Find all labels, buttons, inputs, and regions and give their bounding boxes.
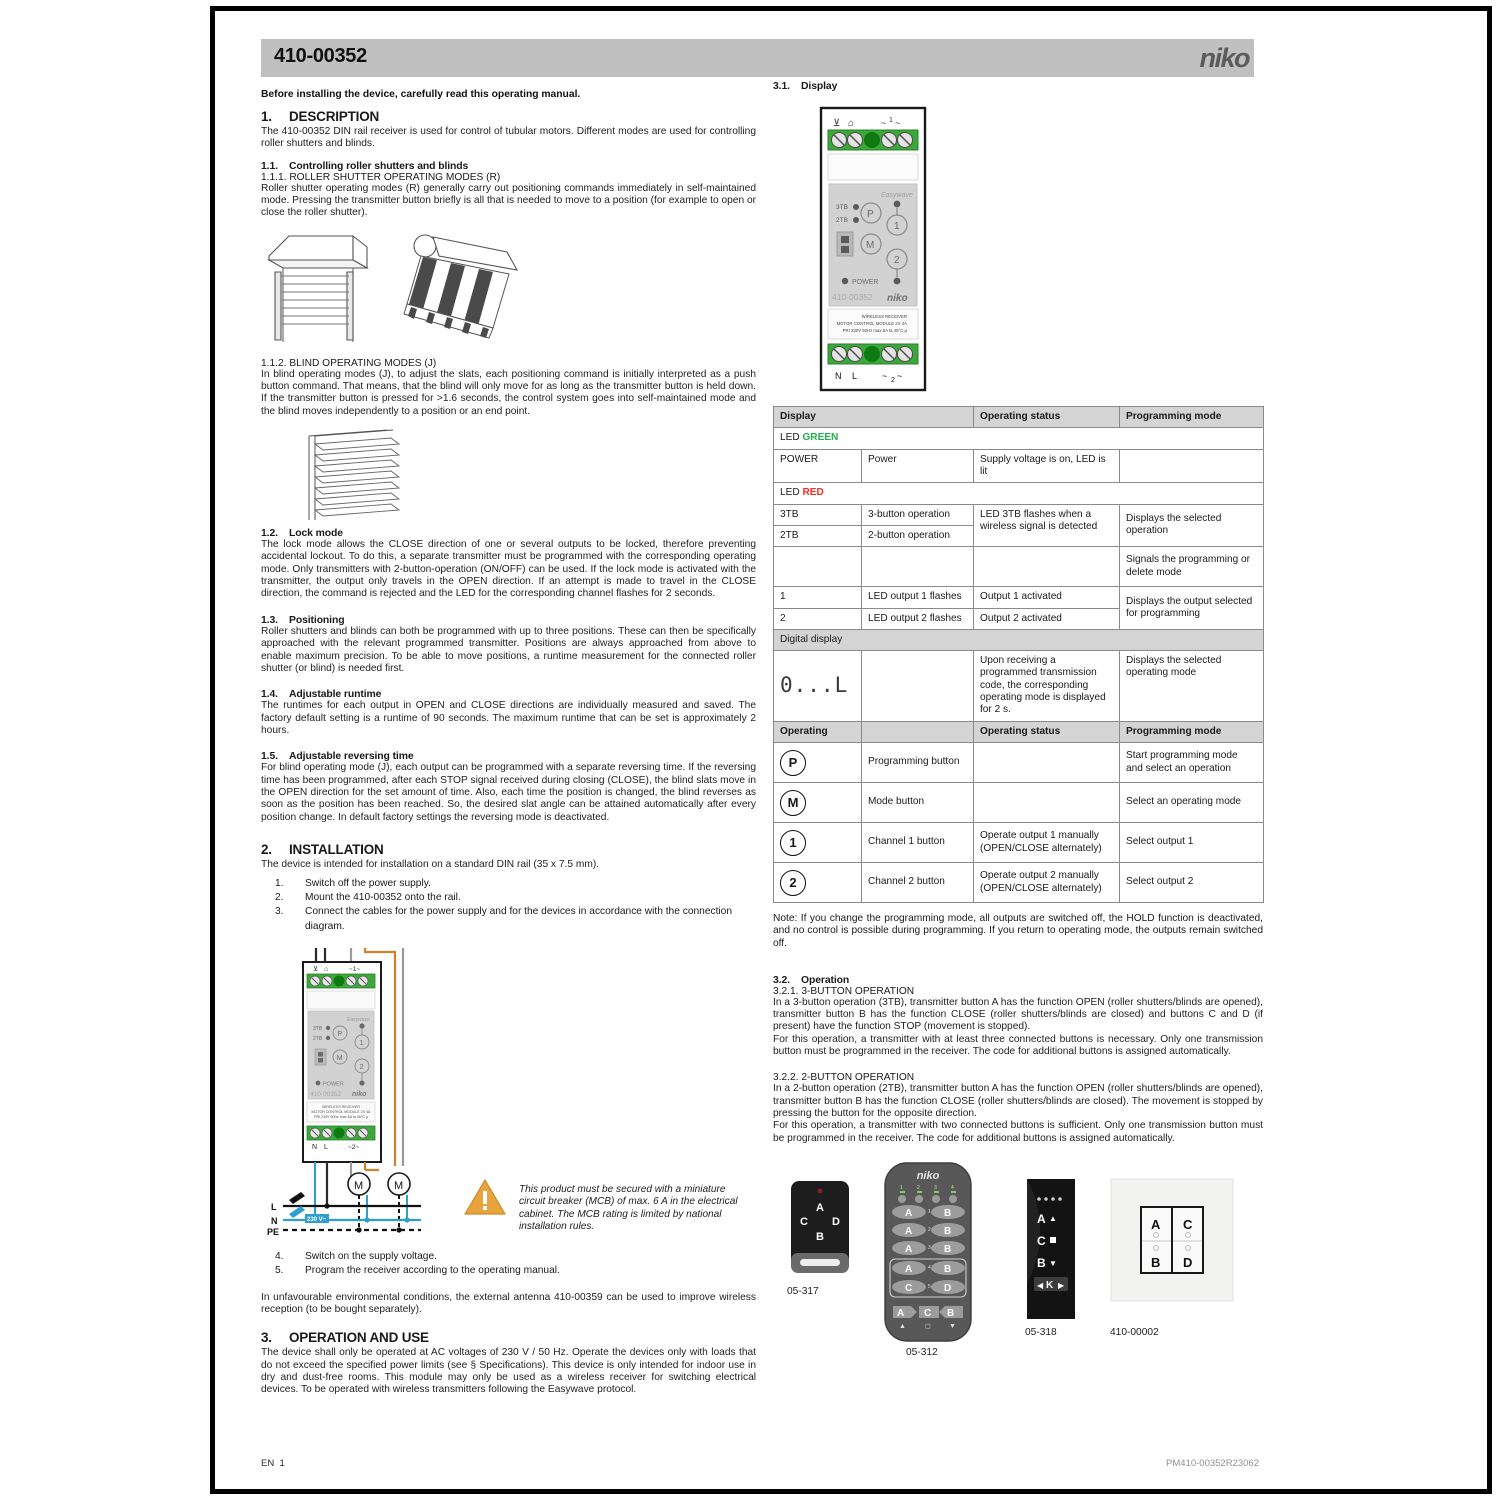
section-1-5-title: Adjustable reversing time <box>289 751 414 763</box>
svg-text:C: C <box>924 1307 932 1319</box>
svg-text:~: ~ <box>882 371 888 381</box>
transmitter-05-318 <box>1027 1179 1075 1319</box>
right-column <box>773 81 1263 1366</box>
step-number: 1. <box>275 878 284 890</box>
cell-display: 2 <box>774 608 862 629</box>
svg-text:5: 5 <box>928 1283 931 1290</box>
footer-page-info <box>261 1458 285 1469</box>
svg-text:N: N <box>312 1143 318 1151</box>
svg-text:POWER: POWER <box>852 279 879 286</box>
svg-text:2: 2 <box>891 377 895 384</box>
section-3-1-heading <box>773 81 1263 92</box>
cell-description: Channel 1 button <box>862 823 974 863</box>
installation-steps <box>261 877 756 933</box>
svg-text:1: 1 <box>900 1184 903 1191</box>
cell-programming-mode: Displays the selected operating mode <box>1120 651 1264 722</box>
svg-text:⌂: ⌂ <box>848 118 855 129</box>
section-3-2-2-title: 3.2.2. 2-BUTTON OPERATION <box>773 1072 915 1084</box>
col-header-blank <box>862 721 974 742</box>
page-frame <box>210 6 1492 1494</box>
svg-text:~1~: ~1~ <box>349 965 361 973</box>
svg-text:▼: ▼ <box>1049 1258 1057 1268</box>
table-row-led-green <box>774 428 1264 449</box>
section-1-2-heading <box>261 528 756 539</box>
device-illustration <box>815 104 945 394</box>
cell-description: LED output 2 flashes <box>862 608 974 629</box>
read-manual-warning: Before installing the device, carefully read this operating manual. <box>261 89 581 100</box>
antenna-note: In unfavourable environmental conditions, the external antenna 410-00359 can be used to improve wireless reception (to be bought separately). <box>261 1291 756 1316</box>
table-row-digital-display <box>774 629 1264 650</box>
cell-operating-status <box>974 783 1120 823</box>
section-1-body: The 410-00352 DIN rail receiver is used for control of tubular motors. Different modes are used for controlling roller shutters and blinds. <box>261 126 756 150</box>
svg-text:P: P <box>337 1030 343 1038</box>
section-3-2-1-body-2: For this operation, a transmitter with at least three connected buttons is necessary. Only one transmission button must be programmed in the receiver. The code for additional buttons is assigned automatically. <box>773 1033 1263 1057</box>
segment-glyph: 0...L <box>780 673 849 698</box>
cell-description: Mode button <box>862 783 974 823</box>
step-text: Mount the 410-00352 onto the rail. <box>305 892 461 904</box>
cell-operating-status: Output 2 activated <box>974 608 1120 629</box>
display-status-table <box>773 406 1264 903</box>
col-header-operating-status-2: Operating status <box>974 721 1120 742</box>
section-1-5-body: For blind operating mode (J), each output can be programmed with a separate reversing time. If the reversing time has been programmed, after each STOP signal received during closing (CLOSE), the blind slats move in the OPEN direction for the set amount of time. Also, each time the position is changed, the blind reverses as soon as the position has been reached. So, the desired slat angle can be attained automatically after every position change. In default factory settings the reversing mode is deactivated. <box>261 762 756 823</box>
step-number: 4. <box>275 1250 284 1262</box>
cell-programming-mode: Select output 2 <box>1120 863 1264 903</box>
cell-programming-mode: Displays the output selected for programming <box>1120 587 1264 630</box>
cell-description <box>862 651 974 722</box>
cell-operating-status <box>974 547 1120 587</box>
col-header-operating: Operating <box>774 721 862 742</box>
svg-text:⊻: ⊻ <box>833 118 841 129</box>
table-row <box>774 547 1264 587</box>
cell-operating-status <box>974 743 1120 783</box>
svg-text:D: D <box>832 1215 840 1228</box>
led-prefix: LED <box>780 487 803 499</box>
cell-display: 2TB <box>774 525 862 546</box>
svg-text:M: M <box>354 1179 364 1192</box>
svg-text:3: 3 <box>928 1244 931 1251</box>
svg-text:A: A <box>905 1207 913 1219</box>
channel-1-button-icon <box>774 823 862 863</box>
step-number: 5. <box>275 1264 284 1276</box>
programming-button-icon <box>774 743 862 783</box>
footer-page-number: 1 <box>279 1458 285 1469</box>
led-green-band <box>774 428 1264 449</box>
svg-text:N: N <box>835 371 842 381</box>
cell-description <box>862 547 974 587</box>
section-1-5-heading <box>261 751 756 762</box>
transmitter-caption-410-00002: 410-00002 <box>1110 1326 1159 1338</box>
section-1-4-number: 1.4. <box>261 689 278 701</box>
cell-display: 3TB <box>774 504 862 525</box>
section-1-2-body: The lock mode allows the CLOSE direction of one or several outputs to be locked, therefore preventing accidental lockout. To do this, a separate transmitter must be programmed with the corresponding operating mode. Only transmitters with 2-button-operation (ON/OFF) can be used. If the lock mode is activated with the transmitter, the output only travels in the OPEN direction. If an attempt is made to travel in the CLOSE direction, the command is rejected and the LED for the corresponding channel flashes for 2 seconds. <box>261 539 756 600</box>
button-glyph: P <box>780 750 806 776</box>
svg-text:Easywave: Easywave <box>347 1016 370 1023</box>
section-1-1-title: Controlling roller shutters and blinds <box>289 160 469 172</box>
cell-operating-status: Output 1 activated <box>974 587 1120 608</box>
section-3-title: OPERATION AND USE <box>289 1330 429 1346</box>
svg-text:L: L <box>271 1201 277 1212</box>
svg-text:D: D <box>1183 1254 1193 1270</box>
svg-text:PRI 230V 50Hz max 6A ta 45°C: PRI 230V 50Hz max 6A ta 45°C µ <box>314 1114 368 1119</box>
svg-text:POWER: POWER <box>323 1081 344 1088</box>
svg-text:WIRELESS RECEIVER: WIRELESS RECEIVER <box>861 314 907 319</box>
svg-text:B: B <box>944 1225 952 1237</box>
transmitter-410-00002 <box>1111 1179 1233 1301</box>
svg-text:1: 1 <box>889 117 893 124</box>
svg-text:A: A <box>897 1307 905 1319</box>
list-item <box>261 1264 756 1278</box>
blind-figure <box>261 428 756 528</box>
section-2-body: The device is intended for installation on a standard DIN rail (35 x 7.5 mm). <box>261 858 600 870</box>
section-1-3-number: 1.3. <box>261 614 278 626</box>
svg-text:N: N <box>271 1215 278 1226</box>
svg-text:B: B <box>947 1307 955 1319</box>
svg-text:L: L <box>852 371 858 381</box>
section-3-1-title: Display <box>801 81 838 92</box>
section-3-1-number: 3.1. <box>773 81 790 92</box>
svg-text:4: 4 <box>928 1264 931 1271</box>
cell-operating-status: Supply voltage is on, LED is lit <box>974 449 1120 483</box>
section-3-2-heading <box>773 975 1263 986</box>
svg-text:2: 2 <box>359 1063 364 1071</box>
transmitter-05-317 <box>791 1181 849 1273</box>
niko-logo: niko <box>1199 43 1249 73</box>
svg-text:3: 3 <box>934 1184 937 1191</box>
cell-programming-mode: Signals the programming or delete mode <box>1120 547 1264 587</box>
transmitter-figures <box>773 1161 1263 1366</box>
page-content <box>261 39 1261 1469</box>
svg-text:▼: ▼ <box>949 1322 956 1330</box>
svg-text:410-00352: 410-00352 <box>310 1090 342 1098</box>
footer-doc-ref: PM410-00352R23062 <box>1166 1458 1259 1469</box>
table-row <box>774 651 1264 722</box>
section-2-heading <box>261 842 756 857</box>
col-header-programming-mode-2: Programming mode <box>1120 721 1264 742</box>
table-row <box>774 449 1264 483</box>
cell-programming-mode: Select an operating mode <box>1120 783 1264 823</box>
table-row <box>774 587 1264 608</box>
svg-text:2: 2 <box>917 1184 920 1191</box>
footer-language: EN <box>261 1458 275 1469</box>
channel-2-button-icon <box>774 863 862 903</box>
mode-button-icon <box>774 783 862 823</box>
section-1-2-title: Lock mode <box>289 528 343 540</box>
svg-text:C: C <box>800 1215 808 1228</box>
cell-operating-status: Operate output 2 manually (OPEN/CLOSE alternately) <box>974 863 1120 903</box>
table-row-led-red <box>774 483 1264 504</box>
svg-text:⊻: ⊻ <box>313 965 319 973</box>
roller-shutter-figures <box>261 230 756 348</box>
svg-text:A: A <box>816 1201 824 1214</box>
step-text: Connect the cables for the power supply and for the devices in accordance with the connection diagram. <box>305 906 732 932</box>
svg-text:C: C <box>905 1282 913 1294</box>
led-prefix: LED <box>780 432 803 444</box>
section-3-2-2-body: In a 2-button operation (2TB), transmitter button A has the function OPEN (roller shutters/blinds are opened), transmitter button B has the function CLOSE (roller shutters/blinds are closed). The movement is stopped by pressing the button for the opposite direction. <box>773 1083 1263 1119</box>
section-2-number: 2. <box>261 841 272 857</box>
svg-text:~: ~ <box>881 118 887 128</box>
section-3-number: 3. <box>261 1330 272 1346</box>
step-number: 2. <box>275 892 284 904</box>
mcb-warning-text: This product must be secured with a miniature circuit breaker (MCB) of max. 6 A in the electrical cabinet. The MCB rating is limited by national installation rules. <box>519 1183 738 1233</box>
din-module-svg <box>815 104 945 394</box>
svg-text:MOTOR CONTROL MODULE 2X 4A: MOTOR CONTROL MODULE 2X 4A <box>836 321 907 326</box>
roller-shutter-illustration <box>261 230 561 348</box>
svg-text:▶: ▶ <box>1058 1280 1065 1290</box>
section-1-1-2-body: In blind operating modes (J), to adjust the slats, each positioning command is initially interpreted as a push button command. That means, that the blind will only move for as long as the transmitter button is held down. If the transmitter button is pressed for >1.6 seconds, the control system goes into self-maintained mode and the blind moves independently to a position or an end point. <box>261 368 756 417</box>
svg-text:M: M <box>394 1179 404 1192</box>
svg-text:1: 1 <box>894 221 900 232</box>
section-1-1-1-title: 1.1.1. ROLLER SHUTTER OPERATING MODES (R) <box>261 171 501 183</box>
svg-text:B: B <box>1037 1255 1046 1270</box>
transmitter-caption-05-317: 05-317 <box>787 1285 819 1297</box>
svg-text:◀: ◀ <box>1037 1280 1044 1290</box>
cell-display <box>774 547 862 587</box>
svg-text:B: B <box>944 1243 952 1255</box>
section-1-1-number: 1.1. <box>261 160 278 172</box>
section-1-4-body: The runtimes for each output in OPEN and CLOSE directions are individually measured and saved. The factory default setting is a runtime of 90 seconds. The maximum runtime that can be set is approximately 2 hours. <box>261 700 756 736</box>
installation-steps-2 <box>261 1250 756 1278</box>
transmitters-svg <box>773 1161 1263 1361</box>
section-1-heading <box>261 109 756 124</box>
table-row <box>774 823 1264 863</box>
svg-text:P: P <box>867 209 874 220</box>
svg-text:2TB: 2TB <box>836 217 848 224</box>
cell-programming-mode: Start programming mode and select an operation <box>1120 743 1264 783</box>
svg-text:C: C <box>1037 1233 1046 1248</box>
svg-text:3TB: 3TB <box>313 1025 323 1032</box>
section-1-3-title: Positioning <box>289 614 345 626</box>
svg-text:▲: ▲ <box>1049 1213 1057 1223</box>
svg-text:2: 2 <box>928 1226 931 1233</box>
left-column <box>261 109 756 1397</box>
svg-text:M: M <box>336 1054 343 1062</box>
table-row <box>774 743 1264 783</box>
cell-programming-mode: Select output 1 <box>1120 823 1264 863</box>
svg-text:⌂: ⌂ <box>324 965 329 973</box>
svg-text:~: ~ <box>897 371 903 381</box>
led-green-label: GREEN <box>802 432 839 444</box>
section-2-title: INSTALLATION <box>289 841 384 857</box>
cell-programming-mode <box>1120 449 1264 483</box>
svg-text:niko: niko <box>916 1169 940 1182</box>
col-header-programming-mode: Programming mode <box>1120 407 1264 428</box>
section-3-heading <box>261 1330 756 1345</box>
section-1-1-heading <box>261 161 756 172</box>
svg-text:▲: ▲ <box>899 1322 906 1330</box>
svg-text:PE: PE <box>267 1226 280 1237</box>
table-row <box>774 783 1264 823</box>
section-3-body: The device shall only be operated at AC voltages of 230 V / 50 Hz. Operate the devices only with loads that do not exceed the specified power limits (see § Specifications). This device is only intended for indoor use in dry and dust-free rooms. This module may only be used as a wireless receiver for switching electrical devices. To be operated with wireless transmitters following the Easywave protocol. <box>261 1347 756 1396</box>
list-item <box>261 891 756 905</box>
cell-description: Programming button <box>862 743 974 783</box>
cell-display: 1 <box>774 587 862 608</box>
section-1-4-heading <box>261 689 756 700</box>
section-1-1-1-body: Roller shutter operating modes (R) generally carry out positioning commands immediately in self-maintained mode. Pressing the transmitter button briefly is all that is needed to move to a position (for example to open or close the roller shutter). <box>261 182 756 219</box>
button-glyph: 1 <box>780 830 806 856</box>
section-3-2-1-title: 3.2.1. 3-BUTTON OPERATION <box>773 985 915 997</box>
cell-operating-status: Upon receiving a programmed transmission code, the corresponding operating mode is displayed for 2 s. <box>974 651 1120 722</box>
section-3-2-1-body: In a 3-button operation (3TB), transmitter button A has the function OPEN (roller shutters/blinds are opened), transmitter button B has the function CLOSE (roller shutters/blinds are closed) and buttons C and D (if present) have the function STOP (movement is stopped). <box>773 996 1263 1033</box>
svg-text:M: M <box>866 240 875 251</box>
svg-text:230 V~: 230 V~ <box>307 1216 327 1223</box>
svg-text:B: B <box>944 1207 952 1219</box>
button-glyph: M <box>780 790 806 816</box>
cell-description: LED output 1 flashes <box>862 587 974 608</box>
step-number: 3. <box>275 906 284 918</box>
table-row <box>774 863 1264 903</box>
svg-text:L: L <box>324 1143 328 1151</box>
list-item <box>261 877 756 891</box>
connection-diagram <box>261 948 756 1248</box>
table-header-row <box>774 407 1264 428</box>
svg-text:K: K <box>1046 1279 1054 1291</box>
programming-note: Note: If you change the programming mode, all outputs are switched off, the HOLD function is deactivated, and no control is possible during programming. If you return to operating mode, the outputs remain switched off. <box>773 913 1263 949</box>
svg-text:niko: niko <box>887 293 908 304</box>
header-bar <box>261 39 1254 77</box>
list-item <box>261 1250 756 1264</box>
svg-text:A: A <box>905 1243 913 1255</box>
svg-text:2: 2 <box>894 255 900 266</box>
section-1-1-2-title: 1.1.2. BLIND OPERATING MODES (J) <box>261 357 437 369</box>
awning-illustration <box>404 235 517 338</box>
digital-display-header: Digital display <box>774 629 1264 650</box>
cell-programming-mode: Displays the selected operation <box>1120 504 1264 547</box>
section-1-5-number: 1.5. <box>261 751 278 763</box>
svg-text:◻: ◻ <box>925 1322 931 1330</box>
col-header-display: Display <box>774 407 974 428</box>
svg-text:Easywave: Easywave <box>881 192 913 199</box>
transmitter-05-312 <box>885 1163 971 1341</box>
section-3-2-2-body-2: For this operation, a transmitter with two connected buttons is sufficient. Only one transmission button must be programmed in the receiver. The code for additional buttons is assigned automatically. <box>773 1120 1263 1144</box>
svg-text:2TB: 2TB <box>313 1035 323 1042</box>
cell-description: 2-button operation <box>862 525 974 546</box>
section-1-2-number: 1.2. <box>261 528 278 540</box>
svg-text:B: B <box>944 1263 952 1275</box>
svg-text:D: D <box>944 1282 952 1294</box>
svg-text:PRI 230V 50Hz max 6A ta 45°C: PRI 230V 50Hz max 6A ta 45°C µ <box>842 328 907 333</box>
table-row <box>774 504 1264 525</box>
svg-text:A: A <box>1151 1216 1161 1232</box>
svg-text:B: B <box>816 1230 824 1243</box>
svg-text:1: 1 <box>928 1208 931 1215</box>
table-header-row-operating <box>774 721 1264 742</box>
col-header-operating-status: Operating status <box>974 407 1120 428</box>
section-1-3-body: Roller shutters and blinds can both be programmed with up to three positions. These can then be specifically approached with the relevant programmed transmitter. Positions are always approached from above to enable maximum precision. To be able to move positions, a runtime measurement for the connected roller shutter (or blind) is needed first. <box>261 625 756 674</box>
page-title: 410-00352 <box>274 45 367 67</box>
section-1-number: 1. <box>261 109 272 124</box>
section-1-3-heading <box>261 615 756 626</box>
cell-operating-status: LED 3TB flashes when a wireless signal is detected <box>974 504 1120 547</box>
led-red-band <box>774 483 1264 504</box>
step-text: Program the receiver according to the operating manual. <box>305 1264 560 1276</box>
seven-segment-display <box>774 651 862 722</box>
svg-text:410-00352: 410-00352 <box>832 292 873 302</box>
step-text: Switch on the supply voltage. <box>305 1250 437 1262</box>
svg-text:A: A <box>905 1225 913 1237</box>
svg-text:WIRELESS RECEIVER: WIRELESS RECEIVER <box>322 1104 360 1109</box>
section-3-2-title: Operation <box>801 974 850 986</box>
section-3-2-number: 3.2. <box>773 974 790 986</box>
svg-text:4: 4 <box>951 1184 954 1191</box>
cell-description: Power <box>862 449 974 483</box>
svg-text:~2~: ~2~ <box>348 1143 360 1151</box>
button-glyph: 2 <box>780 870 806 896</box>
transmitter-caption-05-312: 05-312 <box>906 1346 938 1358</box>
svg-text:A: A <box>1037 1211 1046 1226</box>
svg-text:niko: niko <box>352 1090 367 1098</box>
svg-text:MOTOR CONTROL MODULE 2X 4A: MOTOR CONTROL MODULE 2X 4A <box>311 1109 371 1114</box>
step-text: Switch off the power supply. <box>305 878 431 890</box>
svg-text:1: 1 <box>359 1039 364 1047</box>
cell-description: Channel 2 button <box>862 863 974 903</box>
led-red-label: RED <box>802 487 824 499</box>
svg-text:A: A <box>905 1263 913 1275</box>
transmitter-caption-05-318: 05-318 <box>1025 1326 1057 1338</box>
cell-description: 3-button operation <box>862 504 974 525</box>
blind-illustration <box>291 428 471 528</box>
cell-display: POWER <box>774 449 862 483</box>
svg-text:3TB: 3TB <box>836 204 848 211</box>
list-item <box>261 905 756 933</box>
cell-operating-status: Operate output 1 manually (OPEN/CLOSE alternately) <box>974 823 1120 863</box>
section-1-title: DESCRIPTION <box>289 109 380 124</box>
svg-text:~: ~ <box>895 118 901 128</box>
svg-text:C: C <box>1183 1216 1193 1232</box>
section-1-4-title: Adjustable runtime <box>289 689 382 701</box>
svg-text:B: B <box>1151 1254 1161 1270</box>
